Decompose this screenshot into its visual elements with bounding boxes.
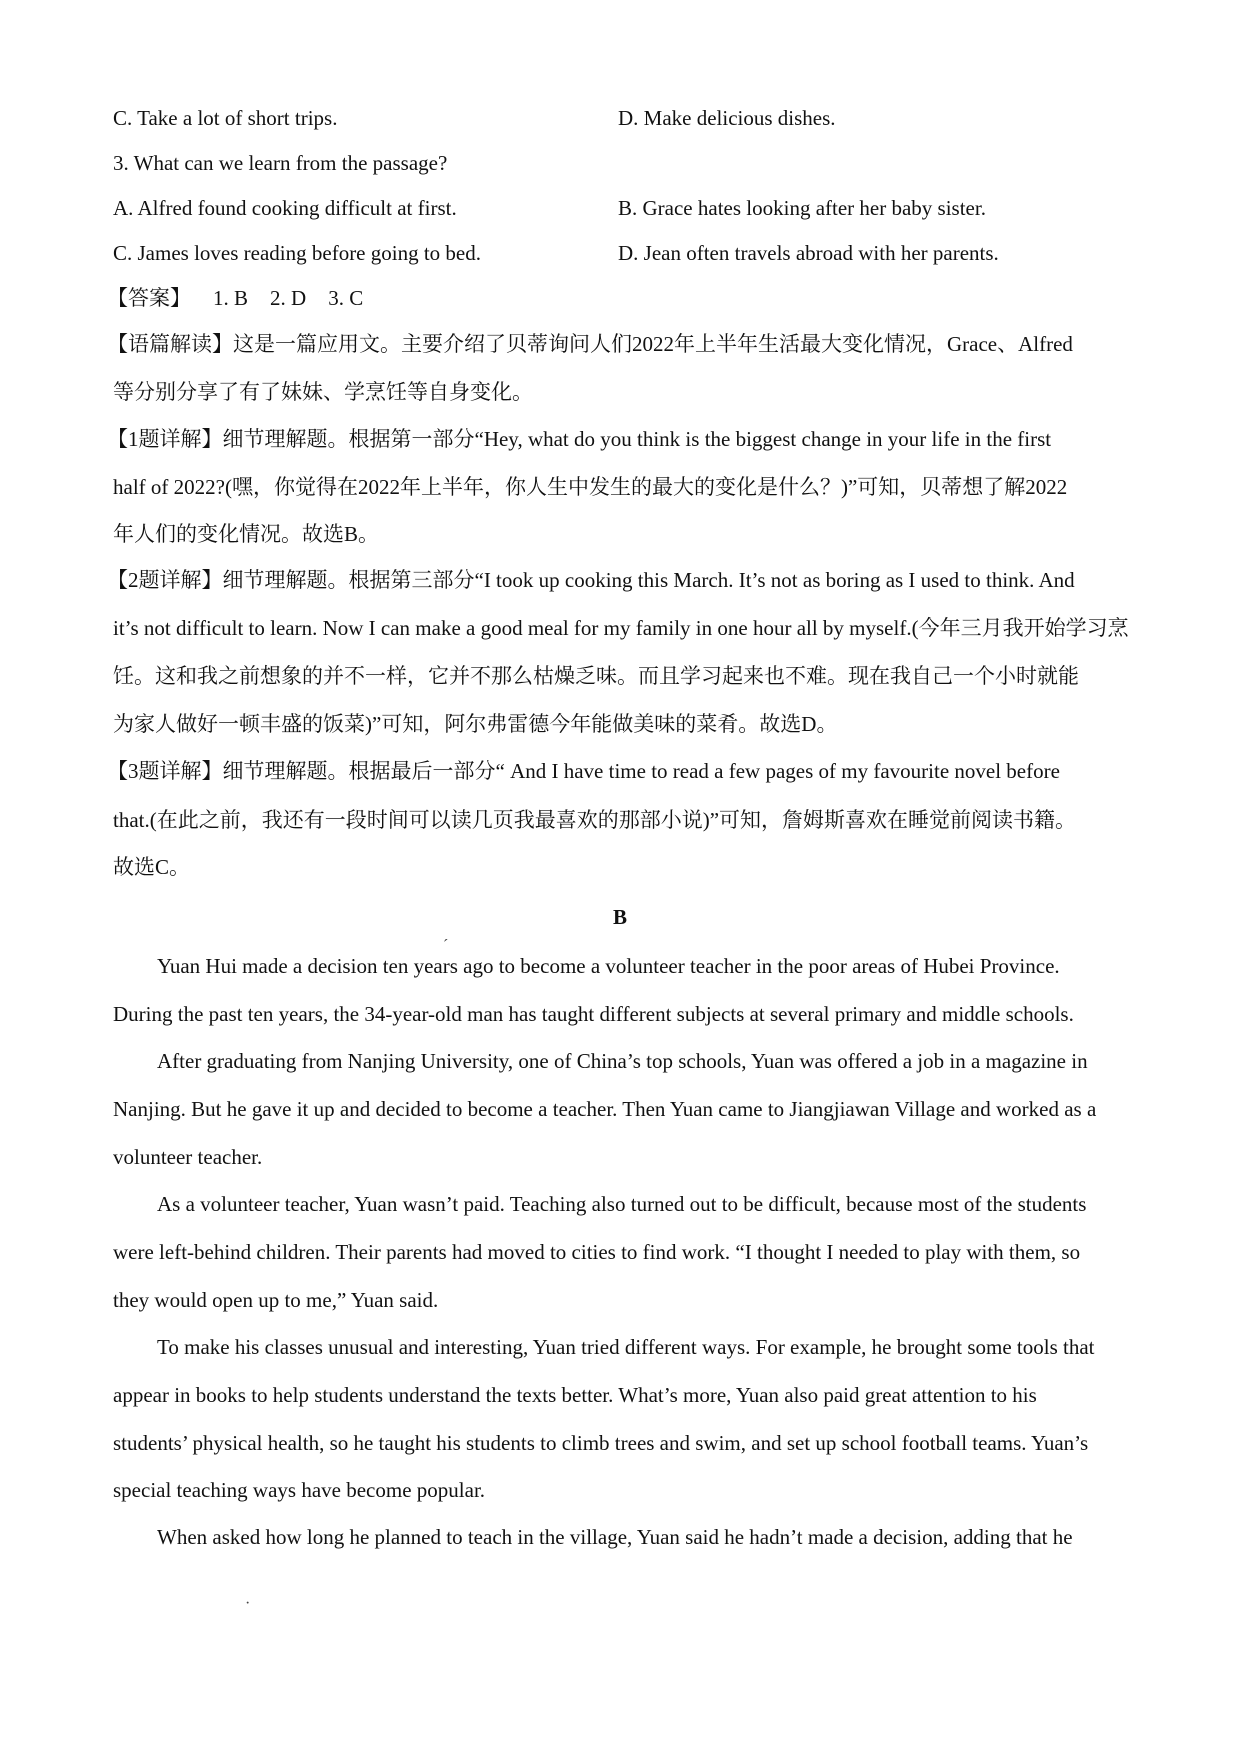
detail2-line-1: 【2题详解】细节理解题。根据第三部分“I took up cooking this March. It’s not as boring as I used to think. And — [107, 568, 1075, 592]
paragraph-2-line-3: volunteer teacher. — [113, 1145, 263, 1169]
answer-line — [107, 284, 363, 312]
q3-option-c: C. James loves reading before going to bed. — [113, 241, 481, 265]
q2-option-d: D. Make delicious dishes. — [618, 106, 836, 130]
q3-option-b: B. Grace hates looking after her baby sister. — [618, 196, 986, 220]
section-b-heading: B — [612, 905, 627, 929]
detail3-line-2: that.(在此之前，我还有一段时间可以读几页我最喜欢的那部小说)”可知，詹姆斯喜欢在睡觉前阅读书籍。 — [113, 808, 1077, 832]
detail3-line-1: 【3题详解】细节理解题。根据最后一部分“ And I have time to read a few pages of my favourite novel before — [107, 759, 1060, 783]
q2-option-c: C. Take a lot of short trips. — [113, 106, 338, 130]
paragraph-5-line-1: When asked how long he planned to teach in the village, Yuan said he hadn’t made a decision, adding that he — [157, 1525, 1073, 1549]
paragraph-4-line-1: To make his classes unusual and interesting, Yuan tried different ways. For example, he brought some tools that — [157, 1335, 1095, 1359]
paragraph-1-line-1: Yuan Hui made a decision ten years ago to become a volunteer teacher in the poor areas of Hubei Province. — [157, 954, 1060, 978]
scan-mark: · — [245, 1595, 251, 1612]
answer-item: 2. D — [270, 286, 307, 310]
paragraph-4-line-3: students’ physical health, so he taught his students to climb trees and swim, and set up school football teams. Yuan’s — [113, 1431, 1089, 1455]
answer-label: 【答案】 — [107, 286, 191, 310]
paragraph-2-line-2: Nanjing. But he gave it up and decided to become a teacher. Then Yuan came to Jiangjiawan Village and worked as a — [113, 1097, 1097, 1121]
paragraph-3-line-3: they would open up to me,” Yuan said. — [113, 1288, 439, 1312]
paragraph-4-line-2: appear in books to help students understand the texts better. What’s more, Yuan also paid great attention to his — [113, 1383, 1037, 1407]
q3-option-d: D. Jean often travels abroad with her parents. — [618, 241, 999, 265]
paragraph-4-line-4: special teaching ways have become popular. — [113, 1478, 486, 1502]
q3-stem: 3. What can we learn from the passage? — [113, 151, 448, 175]
detail3-line-3: 故选C。 — [113, 855, 191, 879]
detail2-line-4: 为家人做好一顿丰盛的饭菜)”可知，阿尔弗雷德今年能做美味的菜肴。故选D。 — [113, 712, 838, 736]
detail2-line-2: it’s not difficult to learn. Now I can make a good meal for my family in one hour all by myself.(今年三月我开始学习烹 — [113, 616, 1129, 640]
scan-mark: ˊ — [443, 937, 449, 954]
detail1-line-2: half of 2022?(嘿，你觉得在2022年上半年，你人生中发生的最大的变化是什么？)”可知，贝蒂想了解2022 — [113, 475, 1068, 499]
q3-option-a: A. Alfred found cooking difficult at first. — [113, 196, 457, 220]
analysis-line-1: 【语篇解读】这是一篇应用文。主要介绍了贝蒂询问人们2022年上半年生活最大变化情况，Grace、Alfred — [107, 332, 1073, 356]
paragraph-1-line-2: During the past ten years, the 34-year-old man has taught different subjects at several primary and middle schools. — [113, 1002, 1074, 1026]
paragraph-3-line-2: were left-behind children. Their parents had moved to cities to find work. “I thought I needed to play with them, so — [113, 1240, 1081, 1264]
answer-item: 1. B — [213, 286, 249, 310]
detail1-line-1: 【1题详解】细节理解题。根据第一部分“Hey, what do you think is the biggest change in your life in the first — [107, 427, 1052, 451]
analysis-line-2: 等分别分享了有了妹妹、学烹饪等自身变化。 — [113, 380, 533, 404]
answer-item: 3. C — [328, 286, 364, 310]
detail1-line-3: 年人们的变化情况。故选B。 — [113, 522, 380, 546]
paragraph-2-line-1: After graduating from Nanjing University, one of China’s top schools, Yuan was offered a job in a magazine in — [157, 1049, 1088, 1073]
detail2-line-3: 饪。这和我之前想象的并不一样，它并不那么枯燥乏味。而且学习起来也不难。现在我自己一个小时就能 — [113, 664, 1079, 688]
paragraph-3-line-1: As a volunteer teacher, Yuan wasn’t paid. Teaching also turned out to be difficult, because most of the students — [157, 1192, 1087, 1216]
